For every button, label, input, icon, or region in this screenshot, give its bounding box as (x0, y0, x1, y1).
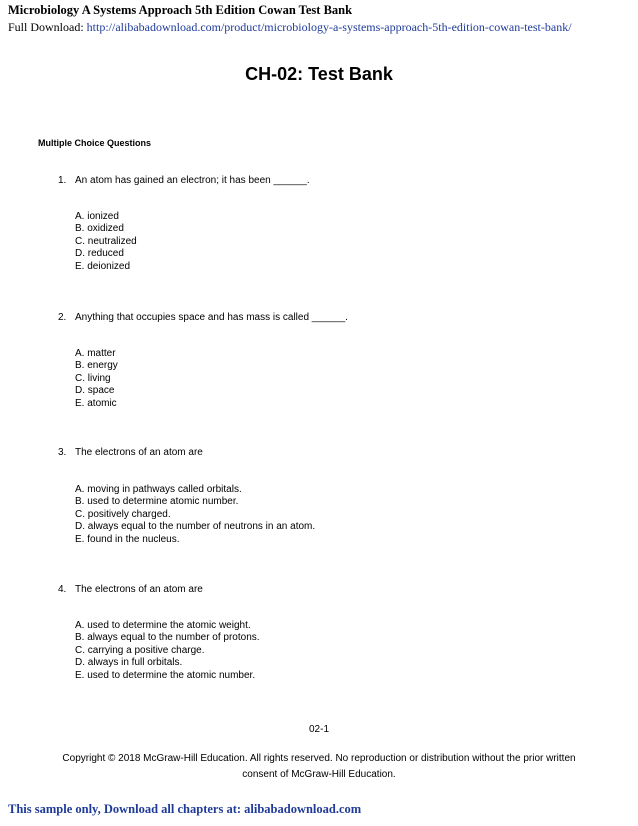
option-a: A. used to determine the atomic weight. (75, 620, 251, 631)
document-header-title: Microbiology A Systems Approach 5th Edition Cowan Test Bank (8, 3, 353, 17)
question-number: 4. (58, 584, 67, 595)
question-4 (58, 584, 203, 595)
question-2-options (75, 348, 118, 410)
question-text: An atom has gained an electron; it has been ______. (75, 175, 310, 186)
download-label: Full Download: (8, 20, 84, 34)
option-d: D. reduced (75, 248, 124, 260)
option-a: A. ionized (75, 211, 119, 222)
option-d: D. always in full orbitals. (75, 657, 183, 669)
option-a: A. matter (75, 348, 116, 359)
option-c: C. living (75, 372, 111, 384)
question-text: Anything that occupies space and has mass is called ______. (75, 312, 348, 323)
question-3 (58, 447, 203, 458)
option-b: B. used to determine atomic number. (75, 496, 239, 508)
option-c: C. carrying a positive charge. (75, 644, 205, 656)
page-number: 02-1 (308, 724, 329, 735)
question-2 (58, 312, 348, 323)
download-line (8, 20, 572, 35)
copyright-line-2: consent of McGraw-Hill Education. (242, 769, 396, 780)
option-a: A. moving in pathways called orbitals. (75, 484, 242, 495)
option-d: D. always equal to the number of neutrons in an atom. (75, 521, 316, 533)
copyright-line-1: Copyright © 2018 McGraw-Hill Education. All rights reserved. No reproduction or distribution without the prior written (62, 753, 576, 764)
download-link[interactable]: http://alibabadownload.com/product/microbiology-a-systems-approach-5th-edition-cowan-test-bank/ (86, 20, 572, 34)
copyright-notice (0, 751, 638, 783)
option-b: B. energy (75, 360, 118, 372)
option-e: E. atomic (75, 397, 117, 409)
sample-footer-link[interactable]: This sample only, Download all chapters at: alibabadownload.com (8, 802, 362, 816)
option-b: B. oxidized (75, 223, 124, 235)
question-text: The electrons of an atom are (75, 584, 203, 595)
option-c: C. neutralized (75, 235, 137, 247)
option-e: E. deionized (75, 260, 131, 272)
question-number: 2. (58, 312, 67, 323)
question-1 (58, 175, 310, 186)
option-b: B. always equal to the number of protons. (75, 632, 260, 644)
question-4-options (75, 620, 260, 682)
option-d: D. space (75, 385, 115, 397)
option-e: E. found in the nucleus. (75, 533, 180, 545)
question-3-options (75, 484, 315, 546)
question-number: 3. (58, 447, 67, 458)
question-1-options (75, 211, 137, 273)
question-number: 1. (58, 175, 67, 186)
chapter-title: CH-02: Test Bank (245, 64, 393, 84)
section-title: Multiple Choice Questions (38, 138, 152, 148)
option-c: C. positively charged. (75, 508, 171, 520)
question-text: The electrons of an atom are (75, 447, 203, 458)
option-e: E. used to determine the atomic number. (75, 669, 256, 681)
